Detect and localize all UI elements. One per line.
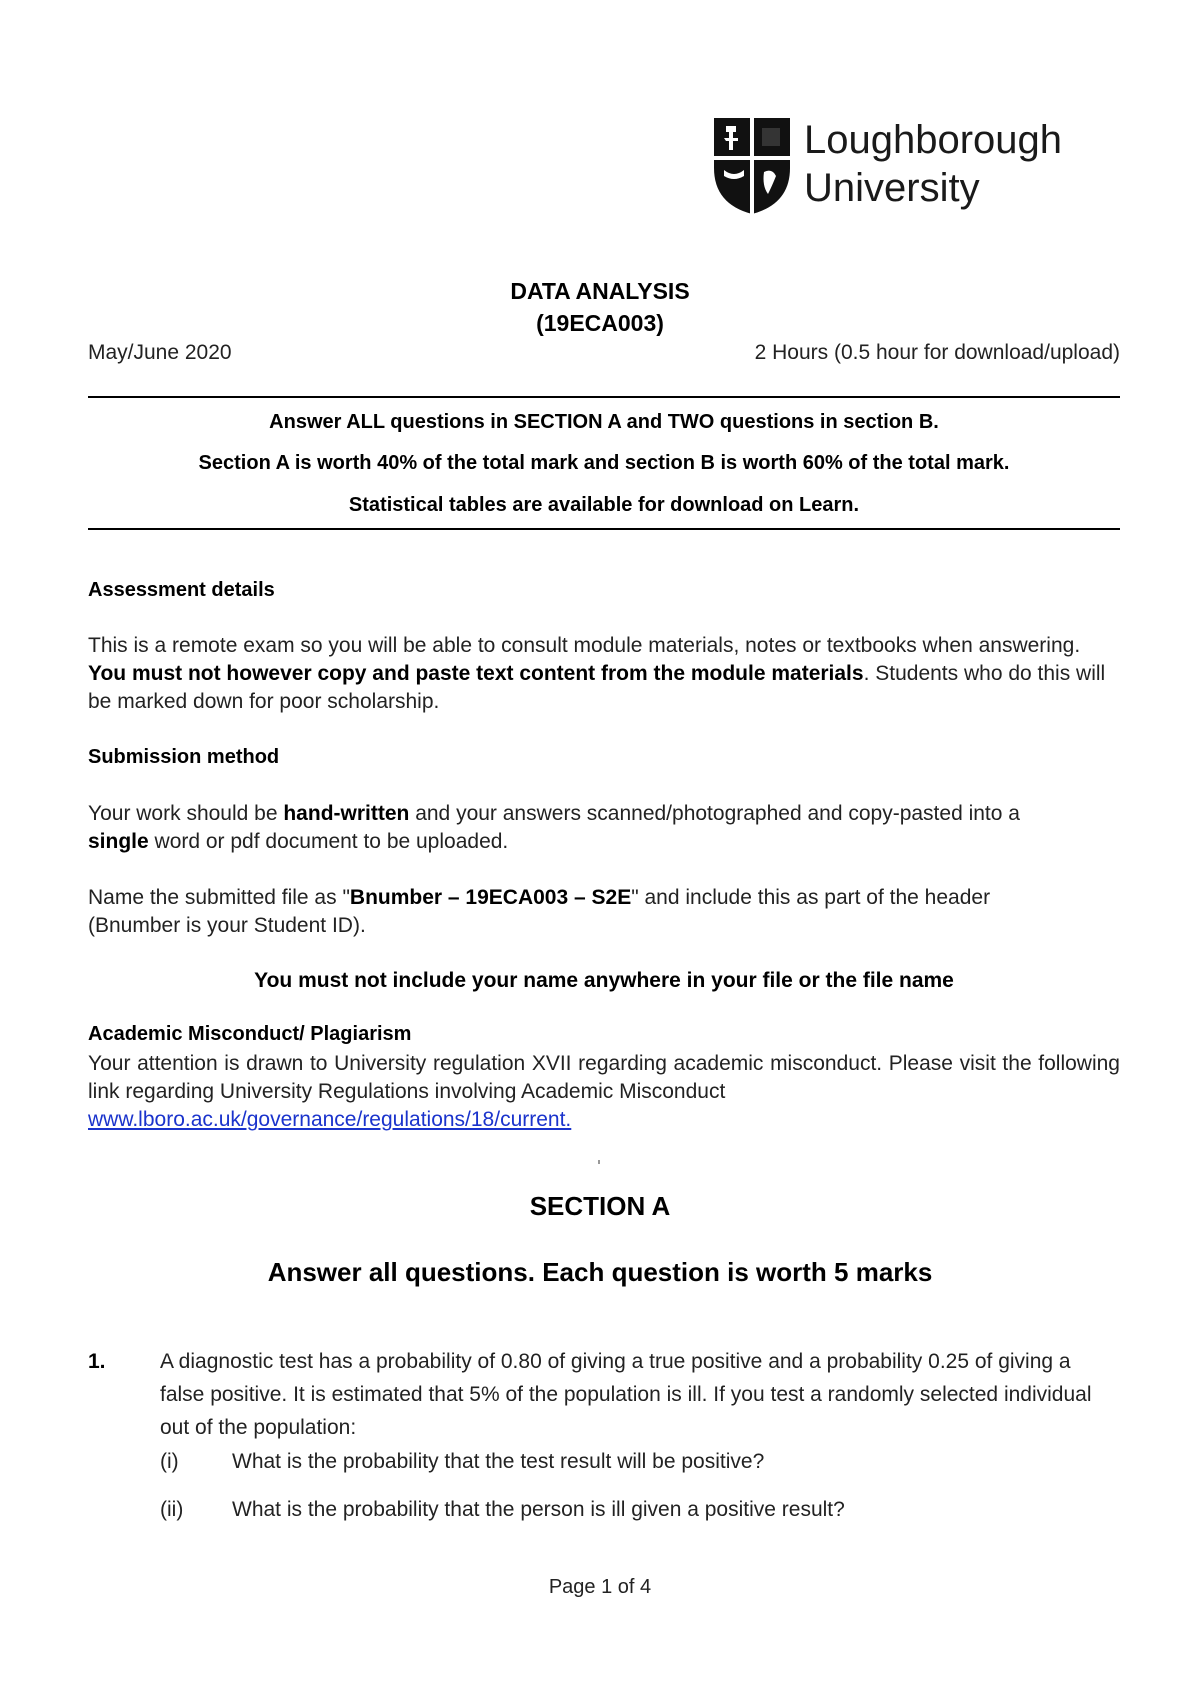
instruction-line: Section A is worth 40% of the total mark and section B is worth 60% of the total mark. [198,452,1010,474]
sub-question-label: (ii) [160,1498,184,1521]
filename-text-part: Name the submitted file as " [88,886,350,909]
page-number: Page 1 of 4 [548,1576,652,1598]
sub-question-text: What is the probability that the test result will be positive? [232,1450,765,1473]
module-code: (19ECA003) [536,310,664,336]
filename-format: Bnumber – 19ECA003 – S2E [349,886,632,909]
exam-title: DATA ANALYSIS [510,278,690,304]
name-warning: You must not include your name anywhere in your file or the file name [254,969,954,992]
sub-question-text: What is the probability that the person is ill given a positive result? [232,1498,845,1521]
university-crest-icon [712,116,792,216]
regulations-link[interactable]: www.lboro.ac.uk/governance/regulations/18/current. [88,1108,572,1131]
misconduct-heading: Academic Misconduct/ Plagiarism [88,1023,412,1045]
assessment-text [88,632,1120,716]
divider [88,396,1120,398]
logo-line-2: University [804,166,980,210]
stray-mark [598,1160,600,1164]
submission-text-part: Your work should be [88,802,284,825]
misconduct-text-body: Your attention is drawn to University regulation XVII regarding academic misconduct. Please visit the following link regarding University Regulations involving Academic Misconduct [88,1052,1120,1103]
submission-text-part: word or pdf document to be uploaded. [148,830,509,853]
instruction-line: Answer ALL questions in SECTION A and TWO questions in section B. [269,411,939,433]
submission-text-part: and your answers scanned/photographed and copy-pasted into a [409,802,1020,825]
exam-meta [88,341,1120,365]
submission-heading: Submission method [88,746,280,768]
misconduct-text [88,1050,1120,1134]
assessment-warning: You must not however copy and paste text content from the module materials [88,662,864,685]
assessment-heading: Assessment details [88,579,275,601]
instruction-line: Statistical tables are available for download on Learn. [348,494,860,516]
exam-duration: 2 Hours (0.5 hour for download/upload) [754,341,1120,364]
divider [88,528,1120,530]
submission-emphasis: single [88,830,149,853]
filename-instruction [88,884,1078,940]
submission-text [88,800,1078,856]
question-number: 1. [88,1350,106,1373]
submission-emphasis: hand-written [283,802,410,825]
logo-line-1: Loughborough [804,118,1063,162]
question-text: A diagnostic test has a probability of 0.80 of giving a true positive and a probability 0.25 of giving a false positive. It is estimated that 5% of the population is ill. If you test a randomly selected individual out of the population: [160,1350,1092,1439]
sub-question-label: (i) [160,1450,179,1473]
section-a-subtitle: Answer all questions. Each question is worth 5 marks [267,1257,933,1287]
university-name [804,116,1062,212]
section-a-title: SECTION A [529,1191,671,1221]
filename-text-part: " and include this as part of the header (Bnumber is your Student ID). [88,886,991,937]
assessment-text-part: This is a remote exam so you will be able to consult module materials, notes or textbooks when answering. [88,634,1081,657]
exam-date: May/June 2020 [88,341,232,364]
assessment-text-part: . Students who do this will be marked down for poor scholarship. [88,662,1106,713]
